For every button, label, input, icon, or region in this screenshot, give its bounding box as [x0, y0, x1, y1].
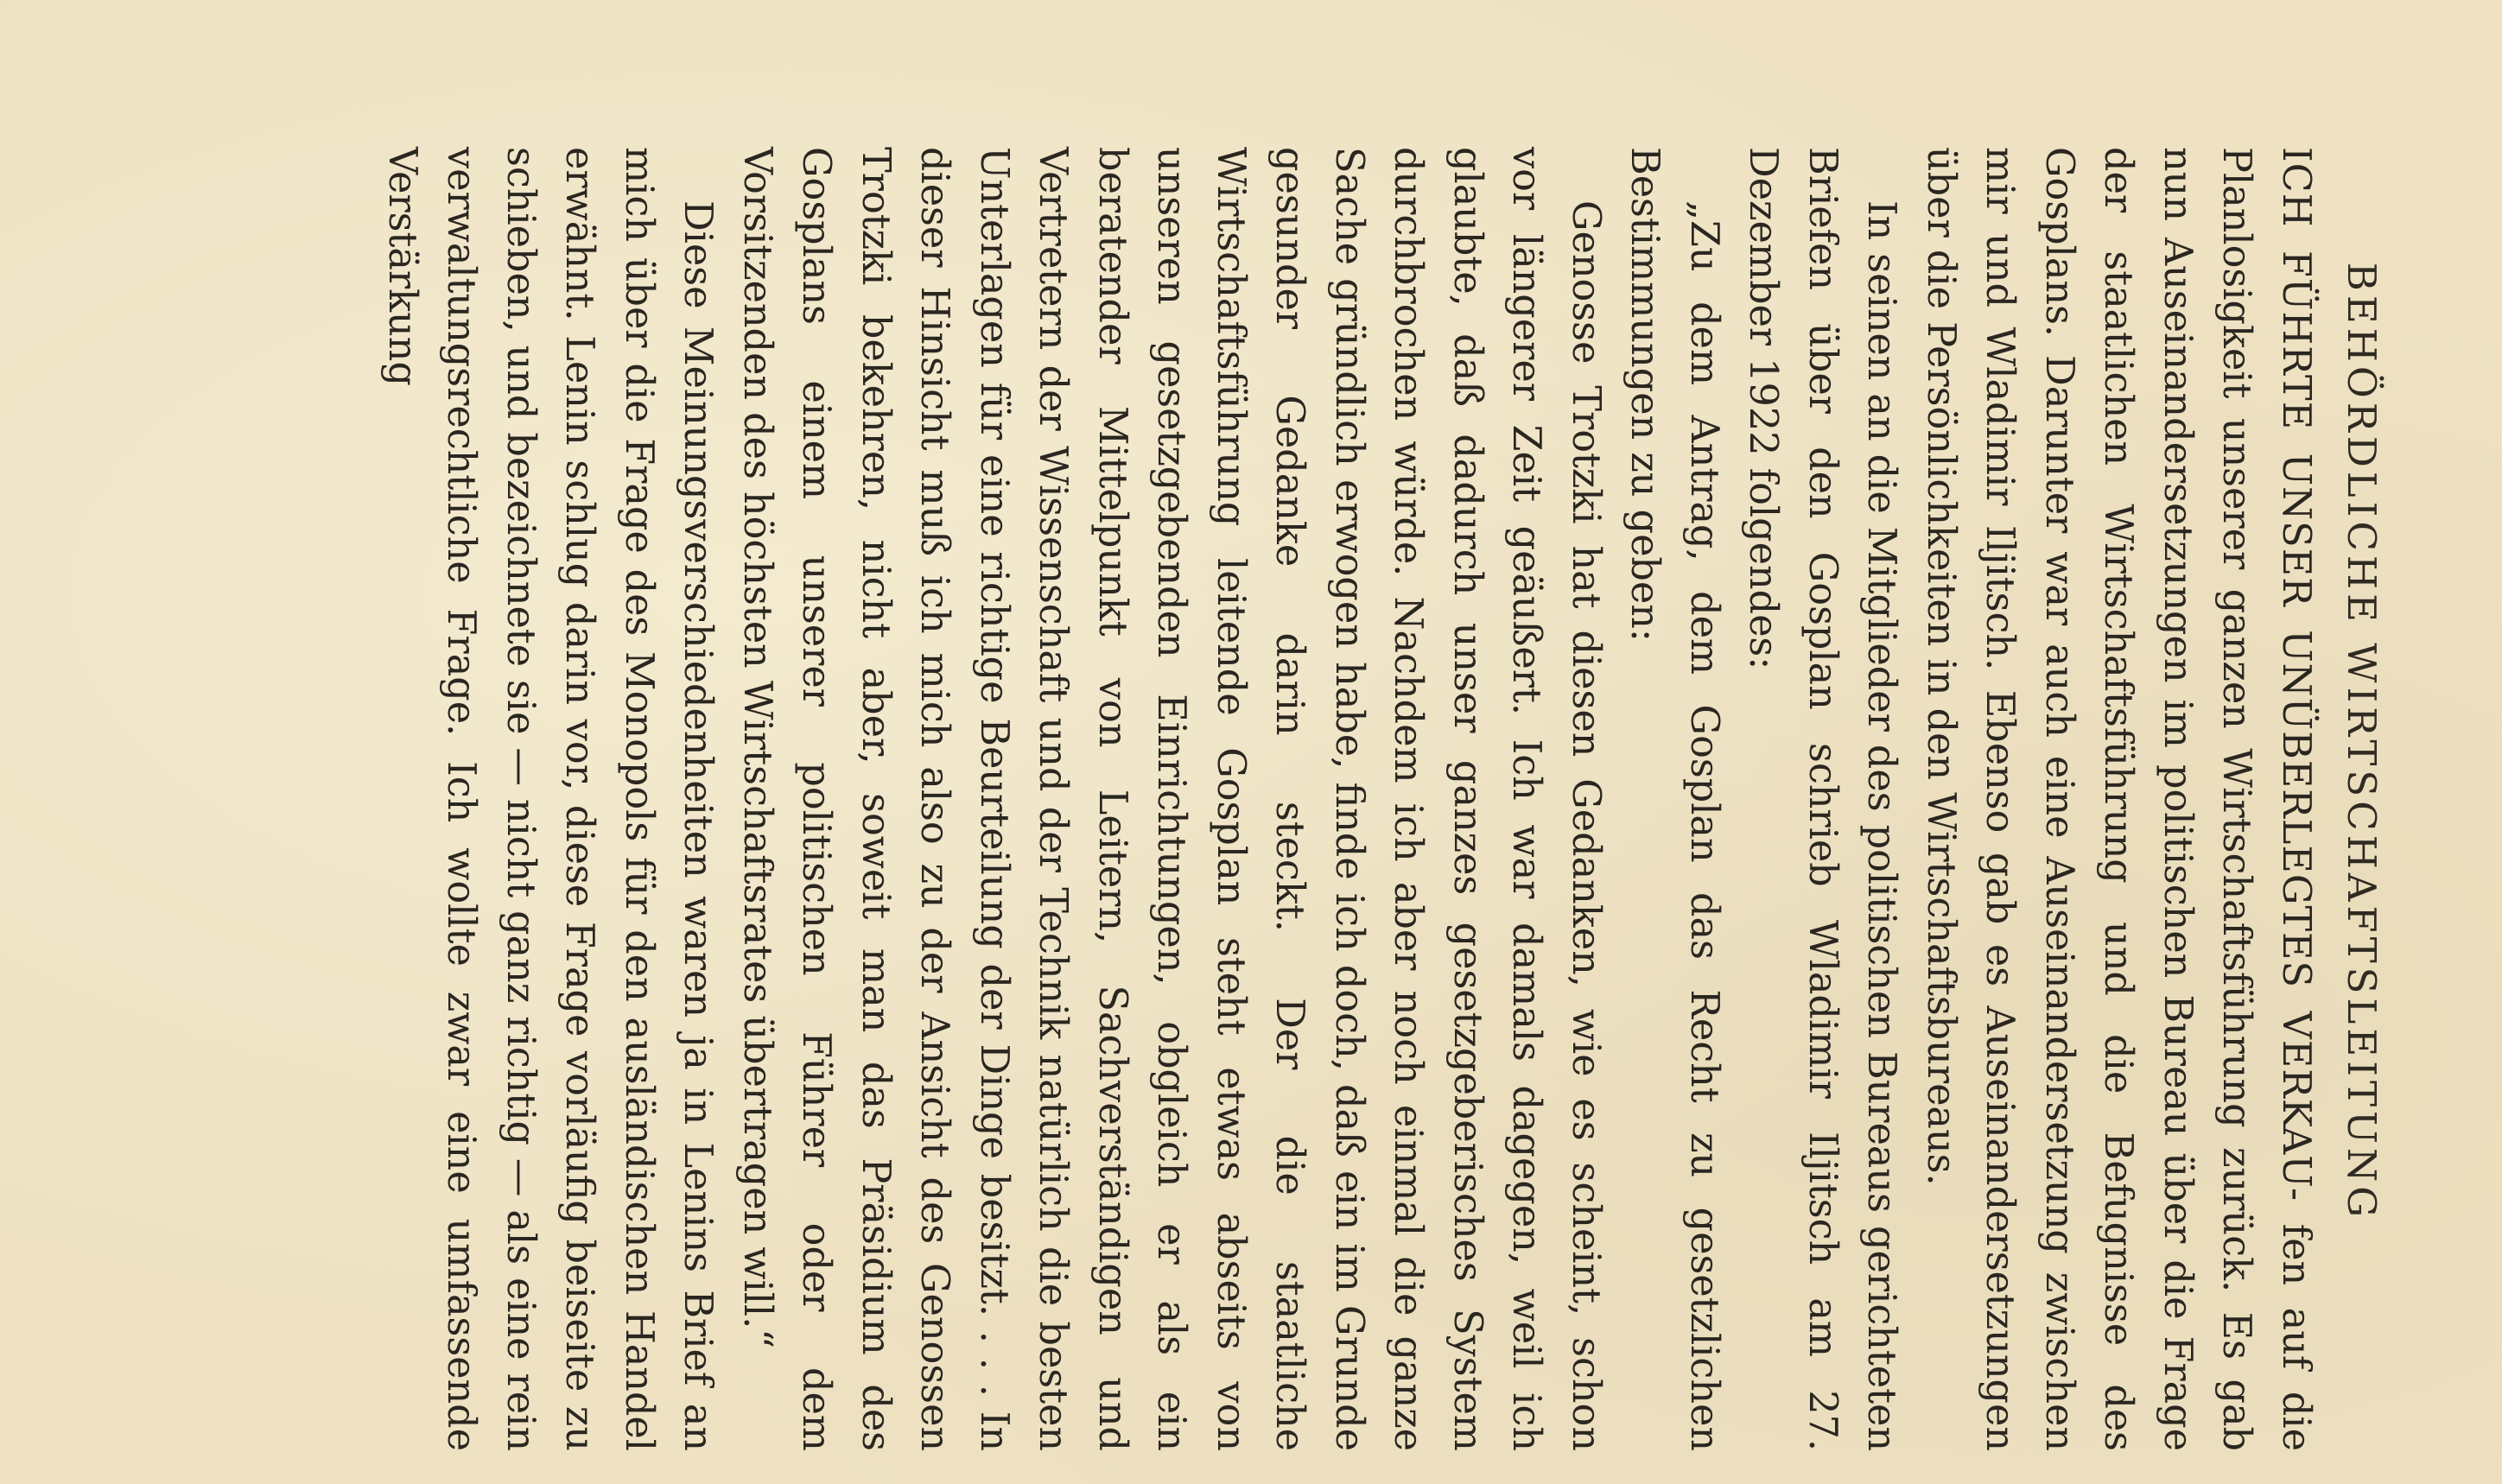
body-text: [372, 147, 2326, 1451]
paragraph-1-text: fen auf die Planlosigkeit unserer ganzen Wirtschaftsführung zurück. Es gab nun Auseinandersetzungen im politischen Bureau über die Frage der staatlichen Wirtschaftsführung und die Befugnisse des Gosplans. Darunter war auch eine Auseinandersetzung zwischen mir und Wladimir Iljitsch. Ebenso gab es Auseinandersetzungen über die Persönlichkeiten in den Wirtschaftsbureaus.: [1919, 147, 2318, 1451]
paragraph-1: [1911, 147, 2326, 1451]
paragraph-3-quote-intro: „Zu dem Antrag, dem Gosplan das Recht zu gesetzlichen Bestimmungen zu geben:: [1622, 147, 1726, 1451]
running-head: BEHÖRDLICHE WIRTSCHAFTSLEITUNG: [2339, 262, 2385, 1222]
paragraph-1-lead: ICH FÜHRTE UNSER UNÜBERLEGTES VERKAU-: [2274, 147, 2318, 1202]
paragraph-4-quote: Genosse Trotzki hat diesen Gedanken, wie es scheint, schon vor längerer Zeit geäußert. Ich war damals dagegen, weil ich glaubte, daß dadurch unser ganzes gesetzgeberisches System durchbrochen würde. Nachdem ich aber noch einmal die ganze Sache gründlich erwogen habe, finde ich doch, daß ein im Grunde gesunder Gedanke darin steckt. Der die staatliche Wirtschaftsführung leitende Gosplan steht etwas abseits von unseren gesetzgebenden Einrichtungen, obgleich er als ein beratender Mittelpunkt von Leitern, Sachverständigen und Vertretern der Wissenschaft und der Technik natürlich die besten Unterlagen für eine richtige Beurteilung der Dinge besitzt. . . . In dieser Hinsicht muß ich mich also zu der Ansicht des Genossen Trotzki bekehren, nicht aber, soweit man das Präsidium des Gosplans einem unserer politischen Führer oder dem Vorsitzenden des höchsten Wirtschaftsrates übertragen will.“: [735, 147, 1608, 1451]
paragraph-5: Diese Meinungsverschiedenheiten waren ja in Lenins Brief an mich über die Frage des Monopols für den ausländischen Handel erwähnt. Lenin schlug darin vor, diese Frage vorläufig beiseite zu schieben, und bezeichnete sie — nicht ganz richtig — als eine rein verwaltungsrechtliche Frage. Ich wollte zwar eine umfassende Verstärkung: [380, 147, 721, 1451]
paragraph-2: In seinen an die Mitglieder des politischen Bureaus gerichteten Briefen über den Gosplan schrieb Wladimir Iljitsch am 27. Dezember 1922 folgendes:: [1741, 147, 1904, 1451]
